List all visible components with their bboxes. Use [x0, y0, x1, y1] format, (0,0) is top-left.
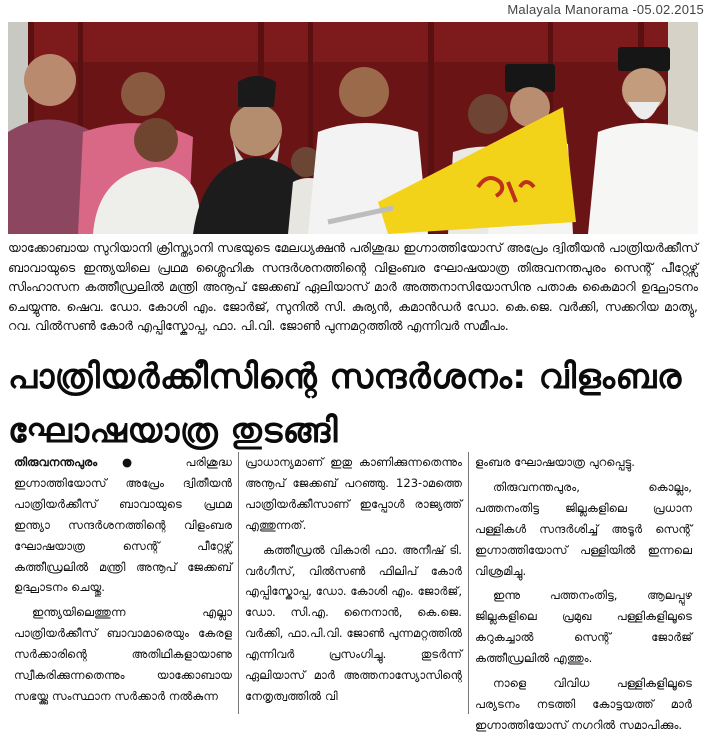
article-column-2	[238, 452, 468, 714]
article-paragraph: ളംബര ഘോഷയാത്ര പുറപ്പെട്ടു.	[475, 455, 635, 469]
article-paragraph: പ്രാധാന്യമാണ് ഇതു കാണിക്കുന്നതെന്നും അനൂപ് ജേക്കബ് പറഞ്ഞു. 123-ാമത്തെ പാത്രിയർക്കീസാണ് ഇപ്പോൾ രാജ്യത്ത് എത്തുന്നത്.	[245, 455, 462, 532]
news-photo	[8, 22, 698, 234]
article-column-1	[8, 452, 238, 714]
article-paragraph: ഇന്ത്യയിലെത്തുന്ന എല്ലാ പാത്രിയർക്കീസ് ബാവാമാരെയും കേരള സർക്കാരിന്റെ അതിഥികളായാണു സ്വീകരിക്കുന്നതെന്നും യാക്കോബായ സഭയ്ക്കു സംസ്ഥാന സർക്കാർ നൽകുന്ന	[14, 605, 232, 703]
article-paragraph: ഇന്നു പത്തനംതിട്ട, ആലപ്പുഴ ജില്ലകളിലെ പ്രമുഖ പള്ളികളിലൂടെ കറുകച്ചാൽ സെന്റ് ജോർജ് കത്തീഡ്രലിൽ എത്തും.	[475, 588, 692, 666]
dateline: തിരുവനന്തപുരം●	[14, 455, 157, 469]
article-paragraph	[14, 452, 232, 598]
headline: പാത്രിയർക്കീസിന്റെ സന്ദർശനം: വിളംബര ഘോഷയാത്ര തുടങ്ങി	[8, 357, 682, 451]
paragraph-text: പരിശുദ്ധ ഇഗ്നാത്തിയോസ് അപ്രേം ദ്വിതീയൻ പാത്രിയർക്കീസ് ബാവായുടെ പ്രഥമ ഇന്ത്യാ സന്ദർശനത്തിന്റെ വിളംബര ഘോഷയാത്ര സെന്റ് പീറ്റേഴ്സ് കത്തീഡ്രലിൽ മന്ത്രി അനൂപ് ജേക്കബ് ഉദ്ഘാടനം ചെയ്തു.	[14, 455, 232, 595]
article-paragraph: കത്തീഡ്രൽ വികാരി ഫാ. അനീഷ് ടി. വർഗീസ്, വിൽസൺ ഫിലിപ് കോർ എപ്പിസ്കോപ്പ, ഡോ. കോശി എം. ജോർജ്, ഡോ. സി.എ. നൈനാൻ, കെ.ജെ. വർക്കി, ഫാ.പി.വി. ജോൺ പുന്നമറ്റത്തിൽ എന്നിവർ പ്രസംഗിച്ചു. തുടർന്ന് ഏലിയാസ് മാർ അത്തനാസ്യോസിന്റെ നേതൃത്വത്തിൽ വി	[245, 542, 462, 703]
photo-caption: യാക്കോബായ സുറിയാനി ക്രിസ്ത്യാനി സഭയുടെ മേലധ്യക്ഷൻ പരിശുദ്ധ ഇഗ്നാത്തിയോസ് അപ്രേം ദ്വിതീയൻ പാത്രിയർക്കീസ് ബാവായുടെ ഇന്ത്യയിലെ പ്രഥമ ശ്ലൈഹിക സന്ദർശനത്തിന്റെ വിളംബര ഘോഷയാത്ര തിരുവനന്തപുരം സെന്റ് പീറ്റേഴ്സ് സിംഹാസന കത്തീഡ്രലിൽ മന്ത്രി അനൂപ് ജേക്കബ് ഏലിയാസ് മാർ അത്തനാസിയോസിനു പതാക കൈമാറി ഉദ്ഘാടനം ചെയ്യുന്നു. ഷെവ. ഡോ. കോശി എം. ജോർജ്, സുനിൽ സി. കുര്യൻ, കമാൻഡർ ഡോ. കെ.ജെ. വർക്കി, സക്കറിയ മാത്യു, റവ. വിൽസൺ കോർ എപ്പിസ്കോപ്പ, ഫാ. പി.വി. ജോൺ പുന്നമറ്റത്തിൽ എന്നിവർ സമീപം.	[8, 240, 698, 333]
article-column-3	[468, 452, 698, 732]
article-body	[8, 452, 700, 732]
article-paragraph: തിരുവനന്തപുരം, കൊല്ലം, പത്തനംതിട്ട ജില്ലകളിലെ പ്രധാന പള്ളികൾ സന്ദർശിച്ച് അടൂർ സെന്റ് ഇഗ്നാത്തിയോസ് പള്ളിയിൽ ഇന്നലെ വിശ്രമിച്ചു.	[475, 479, 692, 578]
masthead: Malayala Manorama -05.02.2015	[507, 2, 704, 17]
article-paragraph: നാളെ വിവിധ പള്ളികളിലൂടെ പര്യടനം നടത്തി കോട്ടയത്ത് മാർ ഇഗ്നാത്തിയോസ് നഗറിൽ സമാപിക്കും.	[475, 676, 692, 732]
